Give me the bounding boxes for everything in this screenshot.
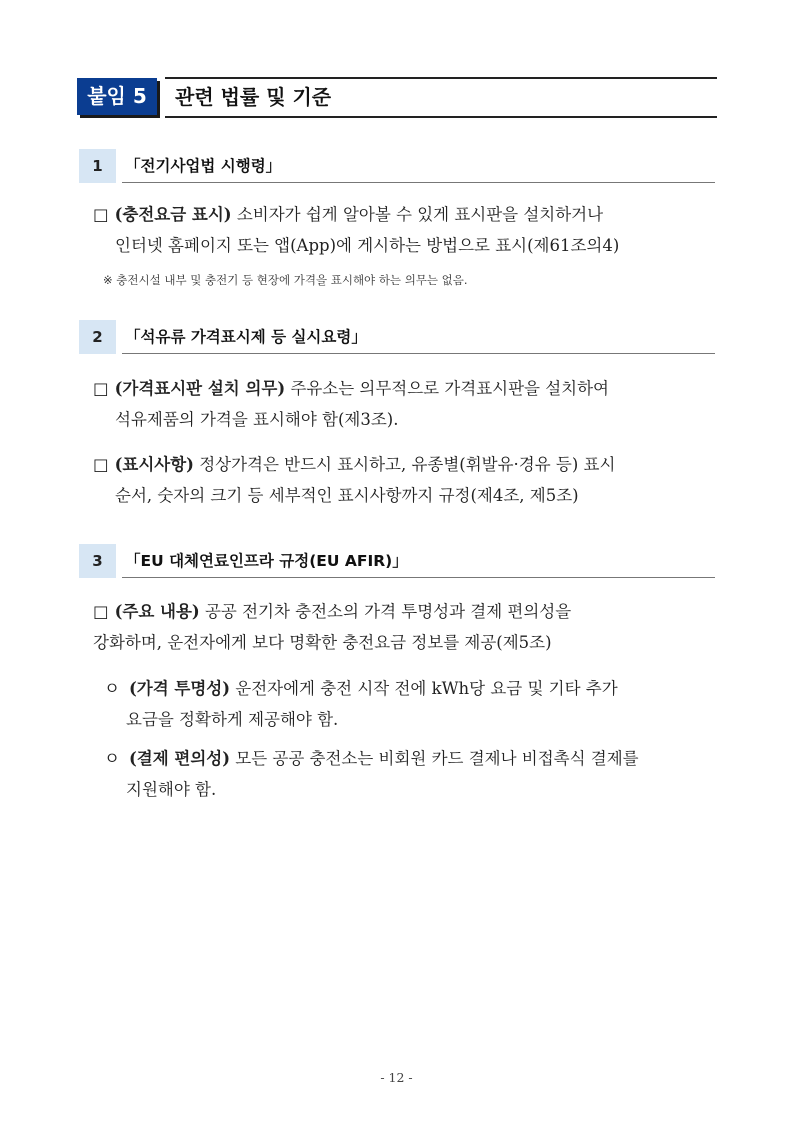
subitem-text: 모든 공공 충전소는 비회원 카드 결제나 비접촉식 결제를 — [230, 749, 639, 768]
item-continuation: 순서, 숫자의 크기 등 세부적인 표시사항까지 규정(제4조, 제5조) — [115, 486, 579, 505]
appendix-title-box — [165, 77, 717, 118]
section-divider — [122, 577, 715, 578]
subitem-label: (가격 투명성) — [128, 679, 231, 698]
appendix-header — [77, 77, 717, 116]
circle-bullet-icon: ㅇ — [104, 679, 120, 698]
section-divider — [122, 353, 715, 354]
item-label: (충전요금 표시) — [114, 205, 232, 224]
subitem-continuation: 요금을 정확하게 제공해야 함. — [126, 710, 339, 729]
checkbox-bullet-icon: □ — [93, 602, 109, 621]
subitem-label: (결제 편의성) — [128, 749, 231, 768]
item-text: 소비자가 쉽게 알아볼 수 있게 표시판을 설치하거나 — [231, 205, 604, 224]
section-2-item-1 — [93, 373, 718, 435]
section-number: 3 — [79, 544, 116, 578]
item-text: 정상가격은 반드시 표시하고, 유종별(휘발유·경유 등) 표시 — [193, 455, 616, 474]
item-text: 공공 전기차 충전소의 가격 투명성과 결제 편의성을 — [199, 602, 572, 621]
item-label: (표시사항) — [114, 455, 194, 474]
item-label: (가격표시판 설치 의무) — [114, 379, 286, 398]
section-title: 「석유류 가격표시제 등 실시요령」 — [125, 328, 367, 346]
section-divider — [122, 182, 715, 183]
section-title: 「전기사업법 시행령」 — [125, 157, 282, 175]
subitem-continuation: 지원해야 함. — [126, 780, 217, 799]
section-1-heading — [79, 149, 715, 183]
section-1-note: ※ 충전시설 내부 및 충전기 등 현장에 가격을 표시해야 하는 의무는 없음. — [103, 273, 468, 287]
appendix-badge: 붙임 5 — [77, 78, 157, 115]
checkbox-bullet-icon: □ — [93, 455, 109, 474]
section-number: 2 — [79, 320, 116, 354]
section-1-item-1 — [93, 199, 718, 261]
appendix-title: 관련 법률 및 기준 — [175, 85, 332, 109]
section-3-item-1 — [93, 596, 718, 658]
checkbox-bullet-icon: □ — [93, 379, 109, 398]
section-3-subitem-1 — [104, 673, 718, 735]
item-continuation: 석유제품의 가격을 표시해야 함(제3조). — [115, 410, 399, 429]
item-continuation: 인터넷 홈페이지 또는 앱(App)에 게시하는 방법으로 표시(제61조의4) — [115, 236, 620, 255]
checkbox-bullet-icon: □ — [93, 205, 109, 224]
item-continuation: 강화하며, 운전자에게 보다 명확한 충전요금 정보를 제공(제5조) — [93, 633, 552, 652]
section-2-item-2 — [93, 449, 718, 511]
section-title: 「EU 대체연료인프라 규정(EU AFIR)」 — [125, 552, 408, 570]
subitem-text: 운전자에게 충전 시작 전에 kWh당 요금 및 기타 추가 — [230, 679, 618, 698]
section-3-subitem-2 — [104, 743, 718, 805]
section-number: 1 — [79, 149, 116, 183]
item-text: 주유소는 의무적으로 가격표시판을 설치하여 — [285, 379, 609, 398]
page-number: - 12 - — [380, 1070, 413, 1085]
section-2-heading — [79, 320, 715, 354]
item-label: (주요 내용) — [114, 602, 200, 621]
circle-bullet-icon: ㅇ — [104, 749, 120, 768]
section-3-heading — [79, 544, 715, 578]
